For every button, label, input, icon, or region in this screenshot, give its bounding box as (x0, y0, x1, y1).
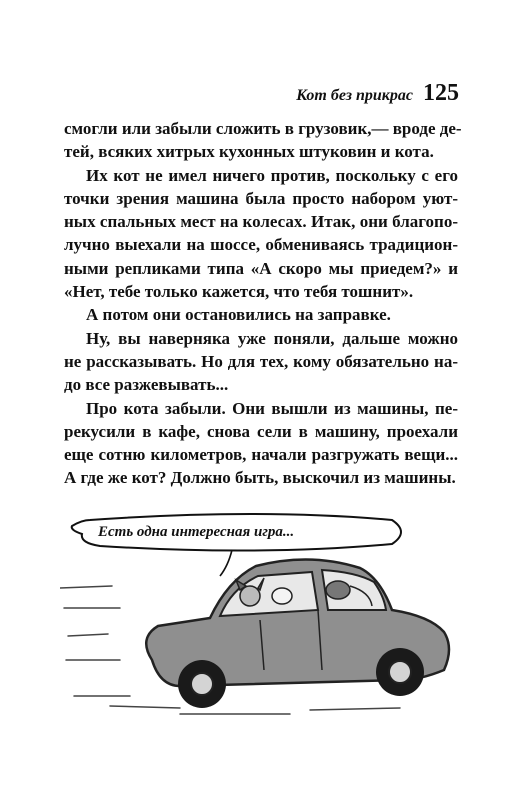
text-line: А где же кот? Должно быть, выскочил из машины. (64, 468, 456, 488)
paragraph (64, 117, 462, 164)
running-head (296, 80, 459, 107)
car-cartoon-drawing (60, 510, 460, 740)
text-line: еще сотню километров, начали разгружать вещи... (64, 445, 458, 465)
text-line: до все разжевывать... (64, 375, 229, 395)
running-title: Кот без прикрас (296, 87, 413, 104)
text-line: лучно выехали на шоссе, обмениваясь традицион- (64, 235, 458, 255)
text-line: Ну, вы наверняка уже поняли, дальше можно (86, 328, 458, 348)
text-line: рекусили в кафе, снова сели в машину, проехали (64, 421, 458, 441)
paragraph (64, 327, 458, 397)
text-line: тей, всяких хитрых кухонных штуковин и кота. (64, 142, 434, 162)
text-line: «Нет, тебе только кажется, что тебя тошнит». (64, 282, 414, 302)
paragraph (64, 303, 458, 326)
speech-bubble-text: Есть одна интересная игра... (98, 524, 295, 540)
page-number: 125 (423, 80, 459, 106)
paragraph (64, 397, 458, 490)
text-line: А потом они остановились на заправке. (86, 305, 391, 325)
body-text (64, 117, 462, 490)
text-line: Про кота забыли. Они вышли из машины, пе- (86, 398, 458, 418)
car-cartoon-illustration (60, 510, 460, 740)
text-line: ными репликами типа «А скоро мы приедем?» и (64, 258, 458, 278)
text-line: смогли или забыли сложить в грузовик,— вроде де- (64, 119, 462, 138)
text-line: ных спальных мест на колесах. Итак, они благопо- (64, 212, 458, 232)
text-line: не рассказывать. Но для тех, кому обязательно на- (64, 351, 458, 371)
text-line: Их кот не имел ничего против, поскольку с его (86, 165, 458, 185)
text-line: точки зрения машина была просто набором уют- (64, 188, 458, 208)
paragraph (64, 164, 458, 304)
